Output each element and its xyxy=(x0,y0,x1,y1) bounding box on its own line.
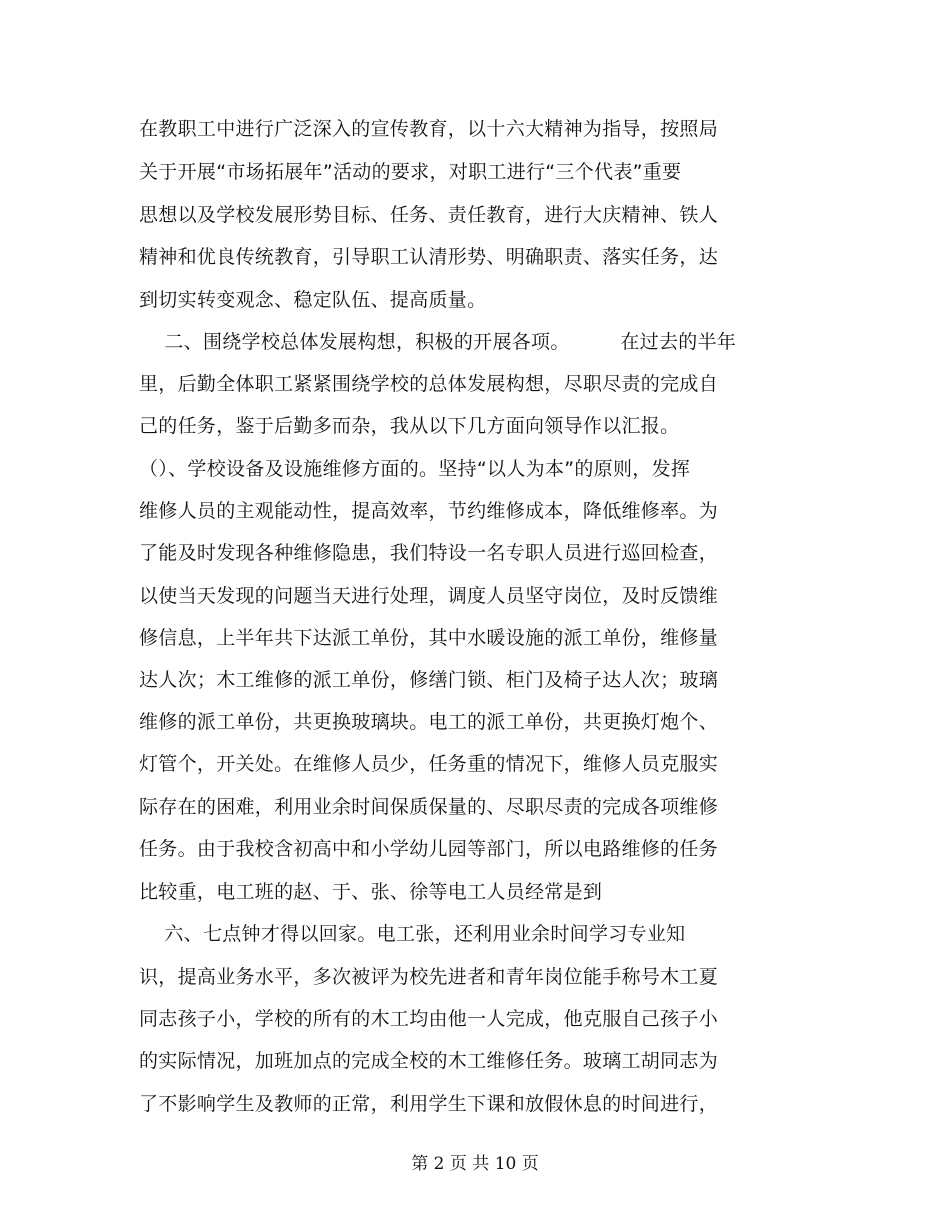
text-line: 灯管个，开关处。在维修人员少，任务重的情况下，维修人员克服实 xyxy=(139,753,719,775)
text-line: 在教职工中进行广泛深入的宣传教育，以十六大精神为指导，按照局 xyxy=(139,118,719,140)
text-line: 际存在的困难，利用业余时间保质保量的、尽职尽责的完成各项维修 xyxy=(139,796,719,818)
text-line: 到切实转变观念、稳定队伍、提高质量。 xyxy=(139,289,487,311)
text-line: 己的任务，鉴于后勤多而杂，我从以下几方面向领导作以汇报。 xyxy=(139,415,680,437)
text-line: 精神和优良传统教育，引导职工认清形势、明确职责、落实任务，达 xyxy=(139,246,719,268)
text-line: 维修的派工单份，共更换玻璃块。电工的派工单份，共更换灯炮个、 xyxy=(139,711,719,733)
text-line: 关于开展“市场拓展年”活动的要求，对职工进行“三个代表”重要 xyxy=(139,161,682,183)
page-number-footer: 第 2 页 共 10 页 xyxy=(411,1154,539,1174)
text-line: 识，提高业务水平，多次被评为校先进者和青年岗位能手称号木工夏 xyxy=(139,966,719,988)
text-line: 二、围绕学校总体发展构想，积极的开展各项。 在过去的半年 xyxy=(139,331,737,353)
text-line: 达人次；木工维修的派工单份，修缮门锁、柜门及椅子达人次；玻璃 xyxy=(139,669,719,691)
text-line: 了能及时发现各种维修隐患，我们特设一名专职人员进行巡回检查， xyxy=(139,542,719,564)
text-line: 比较重，电工班的赵、于、张、徐等电工人员经常是到 xyxy=(139,881,603,903)
text-line: 同志孩子小，学校的所有的木工均由他一人完成，他克服自己孩子小 xyxy=(139,1008,719,1030)
text-line: 修信息，上半年共下达派工单份，其中水暖设施的派工单份，维修量 xyxy=(139,627,719,649)
text-line: 六、七点钟才得以回家。电工张，还利用业余时间学习专业知 xyxy=(139,923,686,945)
text-line: 以使当天发现的问题当天进行处理，调度人员坚守岗位，及时反馈维 xyxy=(139,585,719,607)
text-line: 了不影响学生及教师的正常，利用学生下课和放假休息的时间进行， xyxy=(139,1093,719,1115)
text-line: 里，后勤全体职工紧紧围绕学校的总体发展构想，尽职尽责的完成自 xyxy=(139,373,719,395)
text-line: 的实际情况，加班加点的完成全校的木工维修任务。玻璃工胡同志为 xyxy=(139,1050,719,1072)
text-line: 维修人员的主观能动性，提高效率，节约维修成本，降低维修率。为 xyxy=(139,500,719,522)
text-line: 任务。由于我校含初高中和小学幼儿园等部门，所以电路维修的任务 xyxy=(139,838,719,860)
text-line: 思想以及学校发展形势目标、任务、责任教育，进行大庆精神、铁人 xyxy=(139,204,719,226)
text-line: （）、学校设备及设施维修方面的。坚持“以人为本”的原则，发挥 xyxy=(139,458,691,480)
